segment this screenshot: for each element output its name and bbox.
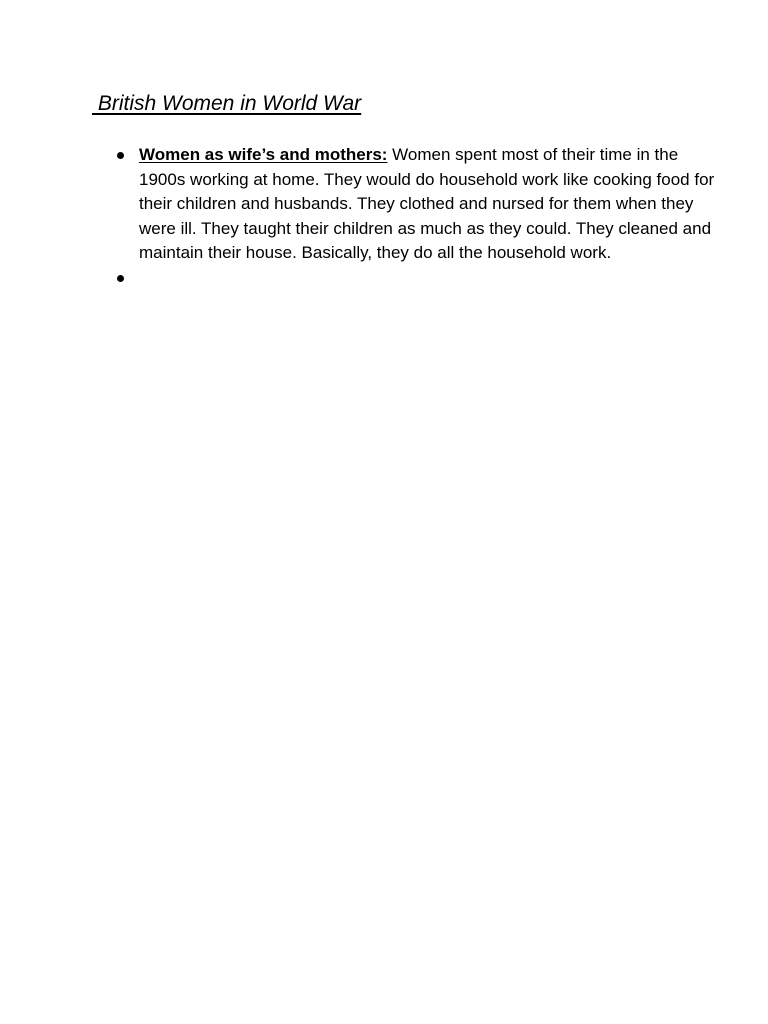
document-title: British Women in World War — [92, 92, 362, 115]
bullet-icon — [117, 152, 124, 159]
bullet-list — [115, 143, 715, 290]
list-item-empty — [115, 266, 715, 291]
list-item — [115, 143, 715, 266]
bullet-heading: Women as wife’s and mothers: — [139, 145, 388, 164]
bullet-text: Women spent most of their time in the 1900s working at home. They would do household work like cooking food for their children and husbands. They clothed and nursed for them when they were ill. They taught their children as much as they could. They cleaned and maintain their house. Basically, they do all the household work. — [139, 145, 715, 262]
bullet-icon — [117, 275, 124, 282]
